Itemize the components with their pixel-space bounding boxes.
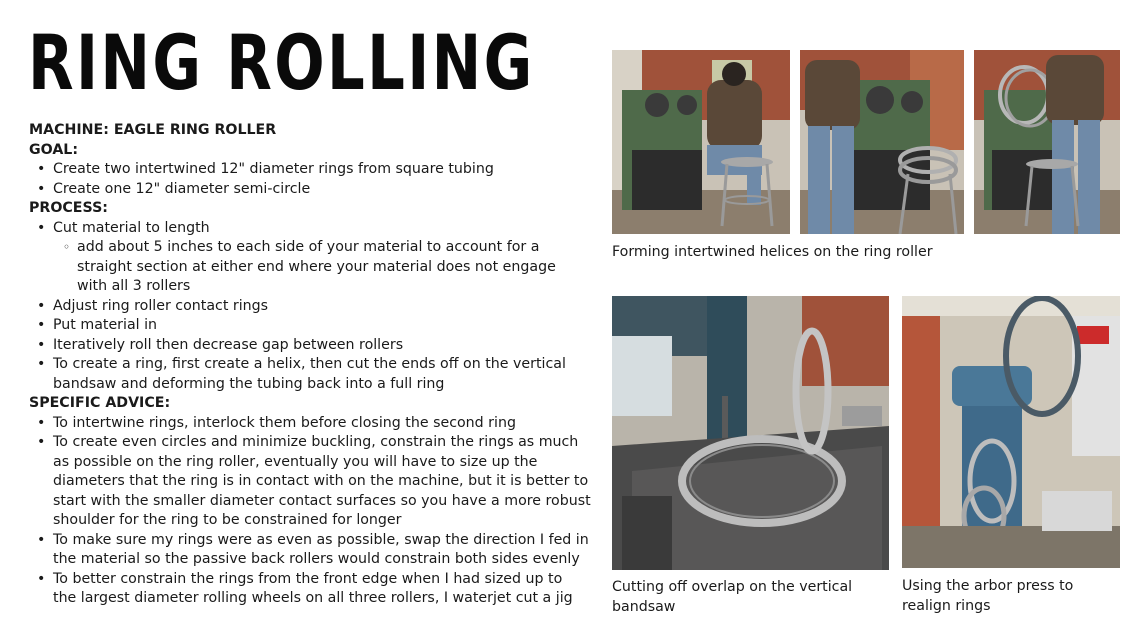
list-item: • To intertwine rings, interlock them before closing the second ring	[29, 414, 599, 434]
text-line: To create even circles and minimize buckling, constrain the rings as much	[53, 434, 579, 450]
list-item	[29, 433, 599, 531]
sub-list-item	[29, 238, 599, 297]
goal-heading: GOAL:	[29, 141, 79, 158]
caption-ring-roller: Forming intertwined helices on the ring roller	[612, 244, 933, 260]
caption-line: Using the arbor press to	[902, 578, 1074, 594]
text-line: start with the smaller diameter contact surfaces so you have a more robust	[53, 492, 591, 509]
list-item: • Iteratively roll then decrease gap between rollers	[29, 336, 599, 356]
advice-heading: SPECIFIC ADVICE:	[29, 395, 171, 411]
photo-seated-at-ring-roller	[612, 50, 790, 234]
photo-bandsaw	[612, 296, 889, 570]
text-line: the material so the passive back rollers would constrain both sides evenly	[53, 551, 580, 567]
text-line: as possible on the ring roller, eventually you will have to size up the	[53, 453, 538, 470]
text-line: shoulder for the ring to be constrained for longer	[53, 512, 402, 528]
caption-line: bandsaw	[612, 598, 676, 615]
list-item: • Put material in	[29, 316, 599, 336]
list-item: • Adjust ring roller contact rings	[29, 297, 599, 317]
photo-helix-on-roller	[974, 50, 1120, 234]
caption-bandsaw	[612, 578, 892, 617]
text-line: with all 3 rollers	[77, 278, 191, 294]
process-heading: PROCESS:	[29, 200, 108, 216]
page-title: RING ROLLING	[28, 18, 535, 107]
machine-heading: MACHINE: EAGLE RING ROLLER	[29, 122, 277, 138]
photo-standing-at-ring-roller	[800, 50, 964, 234]
text-line: add about 5 inches to each side of your material to account for a	[77, 239, 540, 255]
text-line: To make sure my rings were as even as possible, swap the direction I fed in	[53, 531, 589, 548]
list-item	[29, 355, 599, 394]
caption-line: realign rings	[902, 597, 991, 614]
caption-line: Cutting off overlap on the vertical	[612, 579, 853, 595]
list-item	[29, 570, 599, 609]
list-item	[29, 531, 599, 570]
list-item: • Cut material to length	[29, 219, 599, 239]
text-line: the largest diameter rolling wheels on all three rollers, I waterjet cut a jig	[53, 590, 573, 606]
text-line: To better constrain the rings from the front edge when I had sized up to	[53, 570, 563, 587]
text-line: To create a ring, first create a helix, then cut the ends off on the vertical	[53, 356, 566, 372]
list-item: • Create two intertwined 12" diameter rings from square tubing	[29, 160, 599, 180]
text-line: bandsaw and deforming the tubing back into a full ring	[53, 375, 445, 392]
text-line: diameters that the ring is in contact with on the machine, but it is better to	[53, 473, 589, 489]
caption-arbor-press	[902, 577, 1132, 616]
list-item: • Create one 12" diameter semi-circle	[29, 180, 599, 200]
text-body	[29, 121, 599, 609]
photo-arbor-press	[902, 296, 1120, 568]
text-line: straight section at either end where your material does not engage	[77, 258, 556, 275]
